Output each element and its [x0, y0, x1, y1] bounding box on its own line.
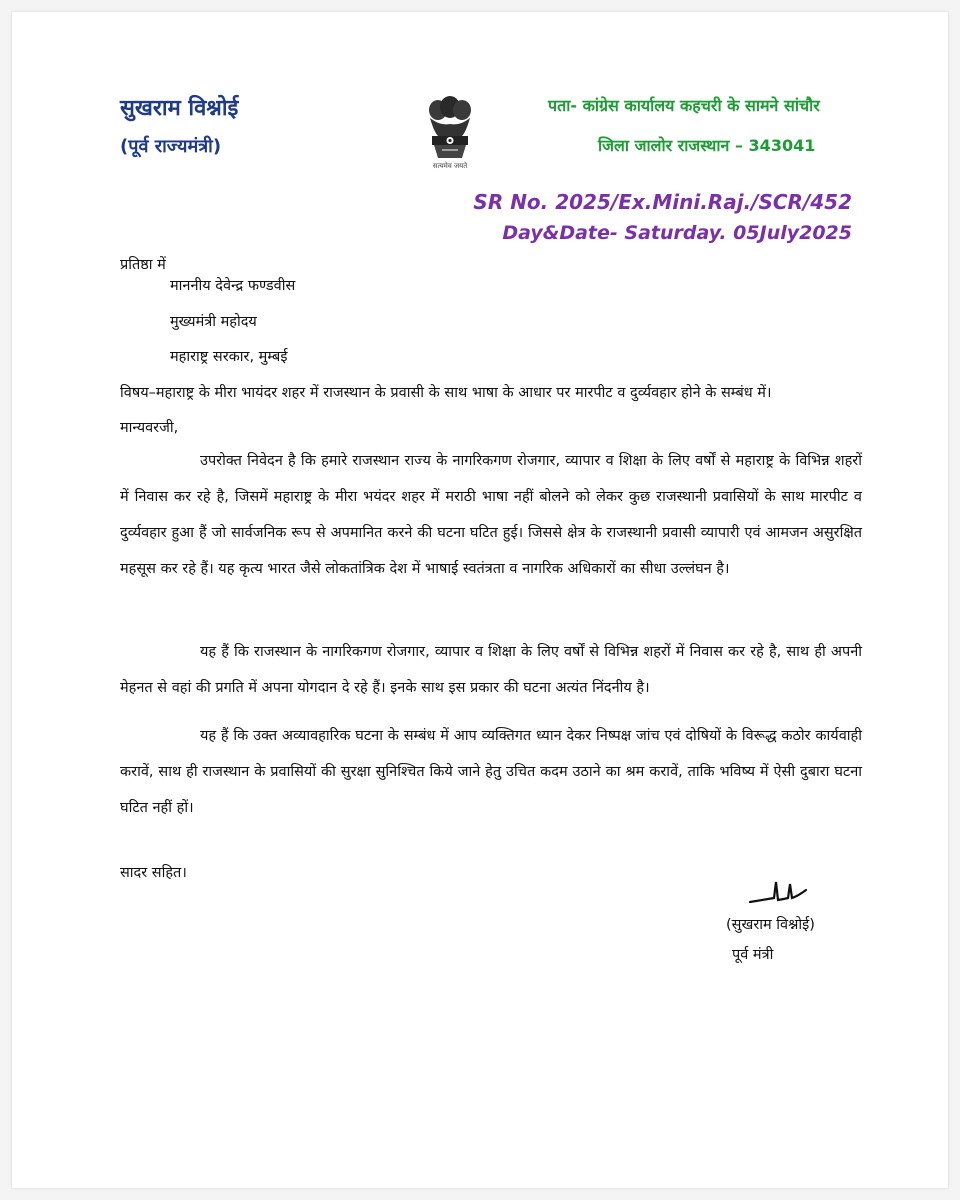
paragraph-text: उपरोक्त निवेदन है कि हमारे राजस्थान राज्य के नागरिकगण रोजगार, व्यापार व शिक्षा के लिए वर्षों से महाराष्ट्र के विभिन्न शहरों में निवास कर रहे है, जिसमें महाराष्ट्र के मीरा भयंदर शहर में मराठी भाषा नहीं बोलने को लेकर कुछ राजस्थानी प्रवासियों के साथ मारपीट व दुर्व्यवहार हुआ हैं जो सार्वजनिक रूप से अपमानित करने की घटना घटित हुई। जिससे क्षेत्र के राजस्थानी प्रवासी व्यापारी एवं आमजन असुरक्षित महसूस कर रहे हैं। यह कृत्य भारत जैसे लोकतांत्रिक देश में भाषाई स्वतंत्रता व नागरिक अधिकारों का सीधा उल्लंघन है। — [120, 453, 862, 577]
salutation-to: प्रतिष्ठा में — [120, 257, 166, 273]
signatory-name: (सुखराम विश्नोई) — [726, 917, 815, 933]
paragraph-text: यह हैं कि राजस्थान के नागरिकगण रोजगार, व्यापार व शिक्षा के लिए वर्षों से विभिन्न शहरों में निवास कर रहे है, साथ ही अपनी मेहनत से वहां की प्रगति में अपना योगदान दे रहे हैं। इनके साथ इस प्रकार की घटना अत्यंत निंदनीय है। — [120, 644, 862, 696]
closing: सादर सहित। — [120, 865, 187, 881]
emblem-motto: सत्यमेव जयते — [432, 162, 468, 170]
paragraph-text: यह हैं कि उक्त अव्यावहारिक घटना के सम्बंध में आप व्यक्तिगत ध्यान देकर निष्पक्ष जांच एवं दोषियों के विरूद्ध कठोर कार्यवाही करावें, साथ ही राजस्थान के प्रवासियों की सुरक्षा सुनिश्चित किये जाने हेतु उचित कदम उठाने का श्रम करावें, ताकि भविष्य में ऐसी दुबारा घटना घटित नहीं हों। — [120, 728, 862, 816]
sender-designation: (पूर्व राज्यमंत्री) — [120, 136, 222, 157]
subject-line: विषय–महाराष्ट्र के मीरा भायंदर शहर में राजस्थान के प्रवासी के साथ भाषा के आधार पर मारपीट व दुर्व्यवहार होने के सम्बंध में। — [120, 385, 772, 401]
letter-page — [12, 12, 948, 1188]
body-paragraph-3 — [120, 718, 862, 826]
signatory-designation: पूर्व मंत्री — [732, 947, 774, 963]
reference-number: SR No. 2025/Ex.Mini.Raj./SCR/452 — [473, 190, 852, 214]
address-line-1: पता- कांग्रेस कार्यालय कहचरी के सामने सांचौर — [548, 96, 820, 115]
body-paragraph-1 — [120, 443, 862, 623]
state-emblem-icon — [416, 96, 484, 178]
emblem-graphic — [416, 96, 484, 162]
address-line-2: जिला जालोर राजस्थान – 343041 — [598, 136, 816, 155]
letter-date: Day&Date- Saturday. 05July2025 — [502, 222, 852, 244]
signature-mark — [748, 878, 812, 910]
body-paragraph-2 — [120, 634, 862, 706]
recipient-designation: मुख्यमंत्री महोदय — [170, 314, 257, 330]
greeting: मान्यवरजी, — [120, 420, 179, 436]
sender-name: सुखराम विश्नोई — [120, 96, 239, 121]
recipient-name: माननीय देवेन्द्र फण्डवीस — [170, 278, 296, 294]
recipient-office: महाराष्ट्र सरकार, मुम्बई — [170, 349, 288, 365]
